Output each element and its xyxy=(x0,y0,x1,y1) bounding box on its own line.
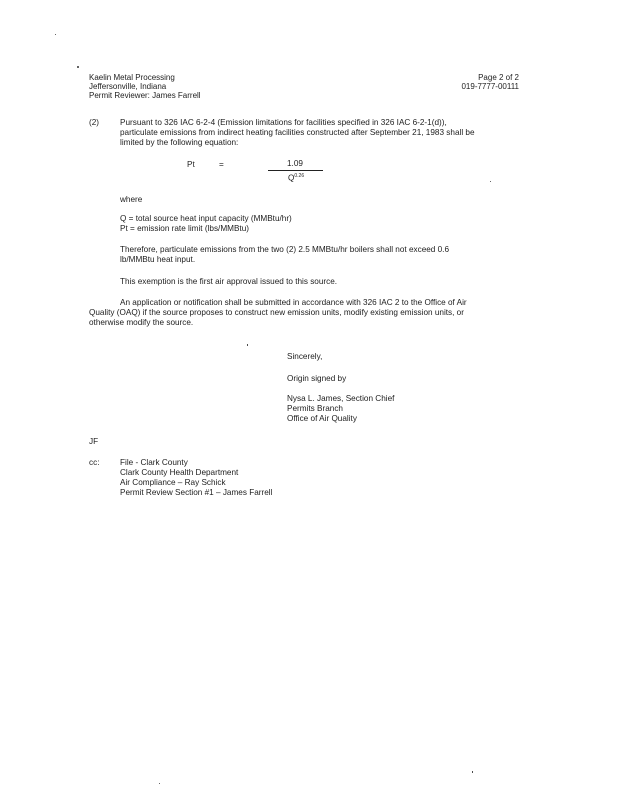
definition-q: Q = total source heat input capacity (MMBtu/hr) xyxy=(120,214,292,223)
header-reviewer: Permit Reviewer: James Farrell xyxy=(89,91,201,100)
paragraph-line: Pursuant to 326 IAC 6-2-4 (Emission limitations for facilities specified in 326 IAC 6-2-1(d)), xyxy=(120,118,447,127)
where-label: where xyxy=(120,195,143,204)
signature-office: Office of Air Quality xyxy=(287,414,357,423)
header-page-number: Page 2 of 2 xyxy=(478,73,519,82)
scan-speck xyxy=(77,66,79,68)
signature-name: Nysa L. James, Section Chief xyxy=(287,394,395,403)
equation-exponent: 0.26 xyxy=(294,173,305,179)
equation-equals: = xyxy=(219,160,224,169)
signature-signed: Origin signed by xyxy=(287,374,347,383)
cc-item: Clark County Health Department xyxy=(120,468,239,477)
cc-item: Permit Review Section #1 – James Farrell xyxy=(120,488,273,497)
application-line: Quality (OAQ) if the source proposes to construct new emission units, modify existing emission units, or xyxy=(89,308,464,317)
scan-speck xyxy=(490,181,491,182)
scan-speck xyxy=(472,771,473,773)
cc-item: Air Compliance – Ray Schick xyxy=(120,478,226,487)
equation-denominator-base: Q xyxy=(288,173,295,183)
signature-branch: Permits Branch xyxy=(287,404,343,413)
paragraph-number: (2) xyxy=(89,118,100,127)
initials: JF xyxy=(89,437,99,446)
scan-speck xyxy=(55,34,56,35)
exemption-statement: This exemption is the first air approval issued to this source. xyxy=(120,277,338,286)
header-company: Kaelin Metal Processing xyxy=(89,73,175,82)
definition-pt: Pt = emission rate limit (lbs/MMBtu) xyxy=(120,224,249,233)
application-line: otherwise modify the source. xyxy=(89,318,194,327)
cc-item: File - Clark County xyxy=(120,458,188,467)
header-permit-number: 019-7777-00111 xyxy=(461,82,519,91)
scan-speck xyxy=(159,783,160,784)
equation-denominator xyxy=(288,171,304,184)
signature-closing: Sincerely, xyxy=(287,352,323,361)
application-line: An application or notification shall be submitted in accordance with 326 IAC 2 to the Office of Air xyxy=(120,298,467,307)
paragraph-line: limited by the following equation: xyxy=(120,138,239,147)
cc-label: cc: xyxy=(89,458,100,467)
header-location: Jeffersonville, Indiana xyxy=(89,82,167,91)
equation-lhs: Pt xyxy=(187,160,195,169)
equation-numerator: 1.09 xyxy=(287,159,303,168)
therefore-line: Therefore, particulate emissions from the two (2) 2.5 MMBtu/hr boilers shall not exceed 0.6 xyxy=(120,245,450,254)
therefore-line: lb/MMBtu heat input. xyxy=(120,255,196,264)
paragraph-line: particulate emissions from indirect heating facilities constructed after September 21, 1983 shall be xyxy=(120,128,475,137)
scan-speck xyxy=(247,344,248,346)
